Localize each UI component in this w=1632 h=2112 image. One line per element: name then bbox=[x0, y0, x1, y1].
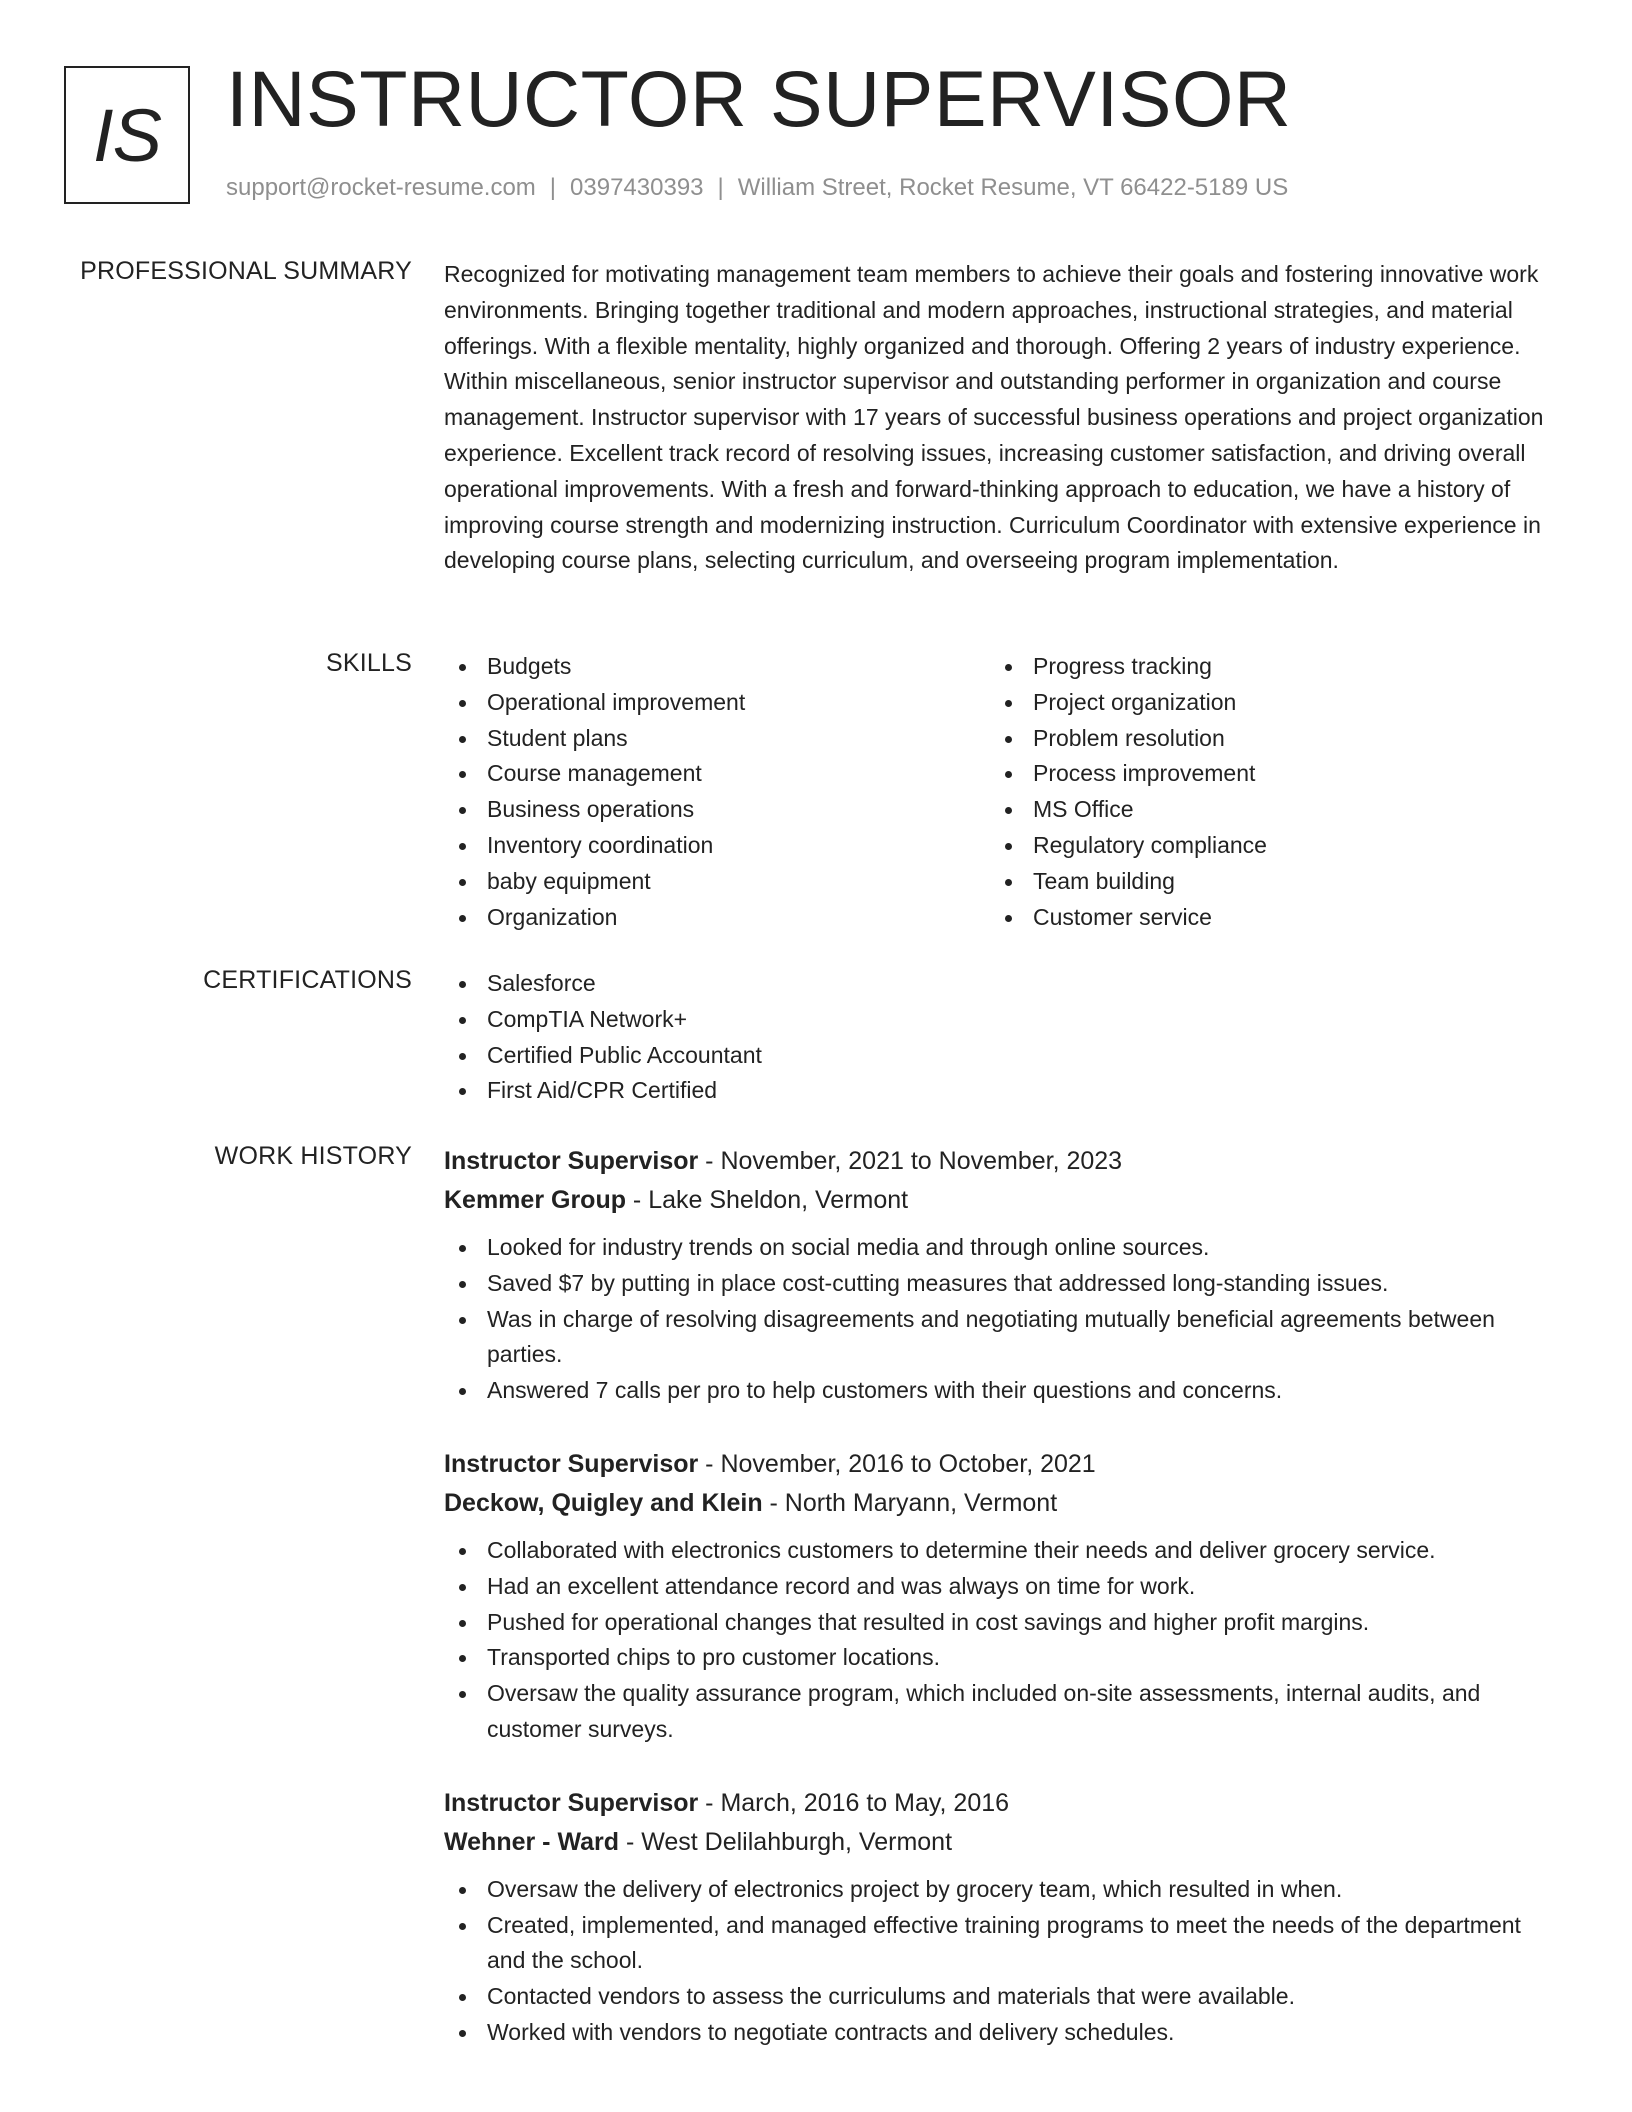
skill-item: Process improvement bbox=[990, 756, 1536, 792]
job-bullets bbox=[444, 1872, 1556, 2051]
certification-item: Salesforce bbox=[444, 966, 1556, 1002]
job-dates: - November, 2016 to October, 2021 bbox=[698, 1449, 1096, 1478]
skills-body bbox=[444, 649, 1556, 935]
monogram-text: IS bbox=[93, 93, 161, 177]
section-title-certifications: CERTIFICATIONS bbox=[203, 966, 412, 994]
job-location: - North Maryann, Vermont bbox=[762, 1488, 1058, 1517]
job-company: Wehner - Ward bbox=[444, 1827, 620, 1856]
skills-list-right bbox=[990, 649, 1536, 935]
certification-item: First Aid/CPR Certified bbox=[444, 1073, 1556, 1109]
job-company: Kemmer Group bbox=[444, 1186, 626, 1214]
skill-item: Regulatory compliance bbox=[990, 828, 1536, 864]
section-title-work-history: WORK HISTORY bbox=[214, 1142, 412, 1170]
job-company-line bbox=[444, 1823, 1556, 1862]
contact-line bbox=[226, 174, 1288, 202]
job-bullets bbox=[444, 1533, 1556, 1748]
job-bullet: Oversaw the quality assurance program, which included on-site assessments, internal audits, and customer surveys. bbox=[444, 1676, 1556, 1748]
job-bullet: Oversaw the delivery of electronics project by grocery team, which resulted in when. bbox=[444, 1872, 1556, 1908]
summary-text: Recognized for motivating management team members to achieve their goals and fostering innovative work environments. Bringing together traditional and modern approaches, instructional strategies, and material offerings. With a flexible mentality, highly organized and thorough. Offering 2 years of industry experience. Within miscellaneous, senior instructor supervisor and outstanding performer in organization and course management. Instructor supervisor with 17 years of successful business operations and project organization experience. Excellent track record of resolving issues, increasing customer satisfaction, and driving overall operational improvements. With a fresh and forward-thinking approach to education, we have a history of improving course strength and modernizing instruction. Curriculum Coordinator with extensive experience in developing course plans, selecting curriculum, and overseeing program implementation. bbox=[444, 261, 1544, 574]
job-title-line bbox=[444, 1142, 1556, 1181]
contact-separator: | bbox=[549, 174, 557, 201]
skill-item: Operational improvement bbox=[444, 685, 990, 721]
skill-item: Business operations bbox=[444, 792, 990, 828]
job-bullet: Saved $7 by putting in place cost-cutting measures that addressed long-standing issues. bbox=[444, 1266, 1556, 1302]
candidate-name: INSTRUCTOR SUPERVISOR bbox=[226, 54, 1292, 143]
certification-item: CompTIA Network+ bbox=[444, 1002, 1556, 1038]
skill-item: Inventory coordination bbox=[444, 828, 990, 864]
job-bullet: Transported chips to pro customer locations. bbox=[444, 1640, 1556, 1676]
skill-item: Team building bbox=[990, 864, 1536, 900]
skill-item: Problem resolution bbox=[990, 721, 1536, 757]
skill-item: Progress tracking bbox=[990, 649, 1536, 685]
job-entry bbox=[444, 1445, 1556, 1748]
skill-item: baby equipment bbox=[444, 864, 990, 900]
job-bullet: Collaborated with electronics customers to determine their needs and deliver grocery service. bbox=[444, 1533, 1556, 1569]
section-title-summary: PROFESSIONAL SUMMARY bbox=[80, 257, 412, 285]
certifications-list bbox=[444, 966, 1556, 1109]
job-title-line bbox=[444, 1445, 1556, 1484]
contact-phone: 0397430393 bbox=[570, 174, 704, 201]
job-company-line bbox=[444, 1484, 1556, 1523]
skill-item: Customer service bbox=[990, 900, 1536, 936]
job-bullet: Was in charge of resolving disagreements and negotiating mutually beneficial agreements between parties. bbox=[444, 1302, 1556, 1374]
job-company: Deckow, Quigley and Klein bbox=[444, 1488, 763, 1517]
job-bullet: Worked with vendors to negotiate contracts and delivery schedules. bbox=[444, 2015, 1556, 2051]
job-bullet: Looked for industry trends on social media and through online sources. bbox=[444, 1230, 1556, 1266]
work-history-body bbox=[444, 1142, 1556, 2087]
job-title-line bbox=[444, 1784, 1556, 1823]
job-title: Instructor Supervisor bbox=[444, 1449, 699, 1478]
job-title: Instructor Supervisor bbox=[444, 1788, 699, 1817]
monogram-box bbox=[64, 66, 190, 204]
contact-address: William Street, Rocket Resume, VT 66422-5189 US bbox=[737, 174, 1289, 201]
skill-item: Student plans bbox=[444, 721, 990, 757]
job-location: - Lake Sheldon, Vermont bbox=[625, 1186, 909, 1214]
job-dates: - November, 2021 to November, 2023 bbox=[698, 1147, 1123, 1175]
job-bullet: Pushed for operational changes that resulted in cost savings and higher profit margins. bbox=[444, 1605, 1556, 1641]
job-bullets bbox=[444, 1230, 1556, 1409]
certifications-body bbox=[444, 966, 1556, 1109]
job-title: Instructor Supervisor bbox=[444, 1147, 699, 1175]
job-location: - West Delilahburgh, Vermont bbox=[619, 1827, 953, 1856]
skill-item: Organization bbox=[444, 900, 990, 936]
section-title-skills: SKILLS bbox=[326, 649, 412, 677]
summary-body bbox=[444, 257, 1556, 579]
job-bullet: Had an excellent attendance record and was always on time for work. bbox=[444, 1569, 1556, 1605]
skill-item: Project organization bbox=[990, 685, 1536, 721]
job-dates: - March, 2016 to May, 2016 bbox=[698, 1788, 1010, 1817]
skill-item: Course management bbox=[444, 756, 990, 792]
job-entry bbox=[444, 1142, 1556, 1409]
job-bullet: Created, implemented, and managed effective training programs to meet the needs of the department and the school. bbox=[444, 1908, 1556, 1980]
contact-separator: | bbox=[717, 174, 724, 201]
certification-item: Certified Public Accountant bbox=[444, 1038, 1556, 1074]
job-bullet: Contacted vendors to assess the curriculums and materials that were available. bbox=[444, 1979, 1556, 2015]
job-entry bbox=[444, 1784, 1556, 2051]
skill-item: MS Office bbox=[990, 792, 1536, 828]
job-bullet: Answered 7 calls per pro to help customers with their questions and concerns. bbox=[444, 1373, 1556, 1409]
skill-item: Budgets bbox=[444, 649, 990, 685]
skills-list-left bbox=[444, 649, 990, 935]
job-company-line bbox=[444, 1181, 1556, 1220]
contact-email: support@rocket-resume.com bbox=[226, 174, 536, 201]
